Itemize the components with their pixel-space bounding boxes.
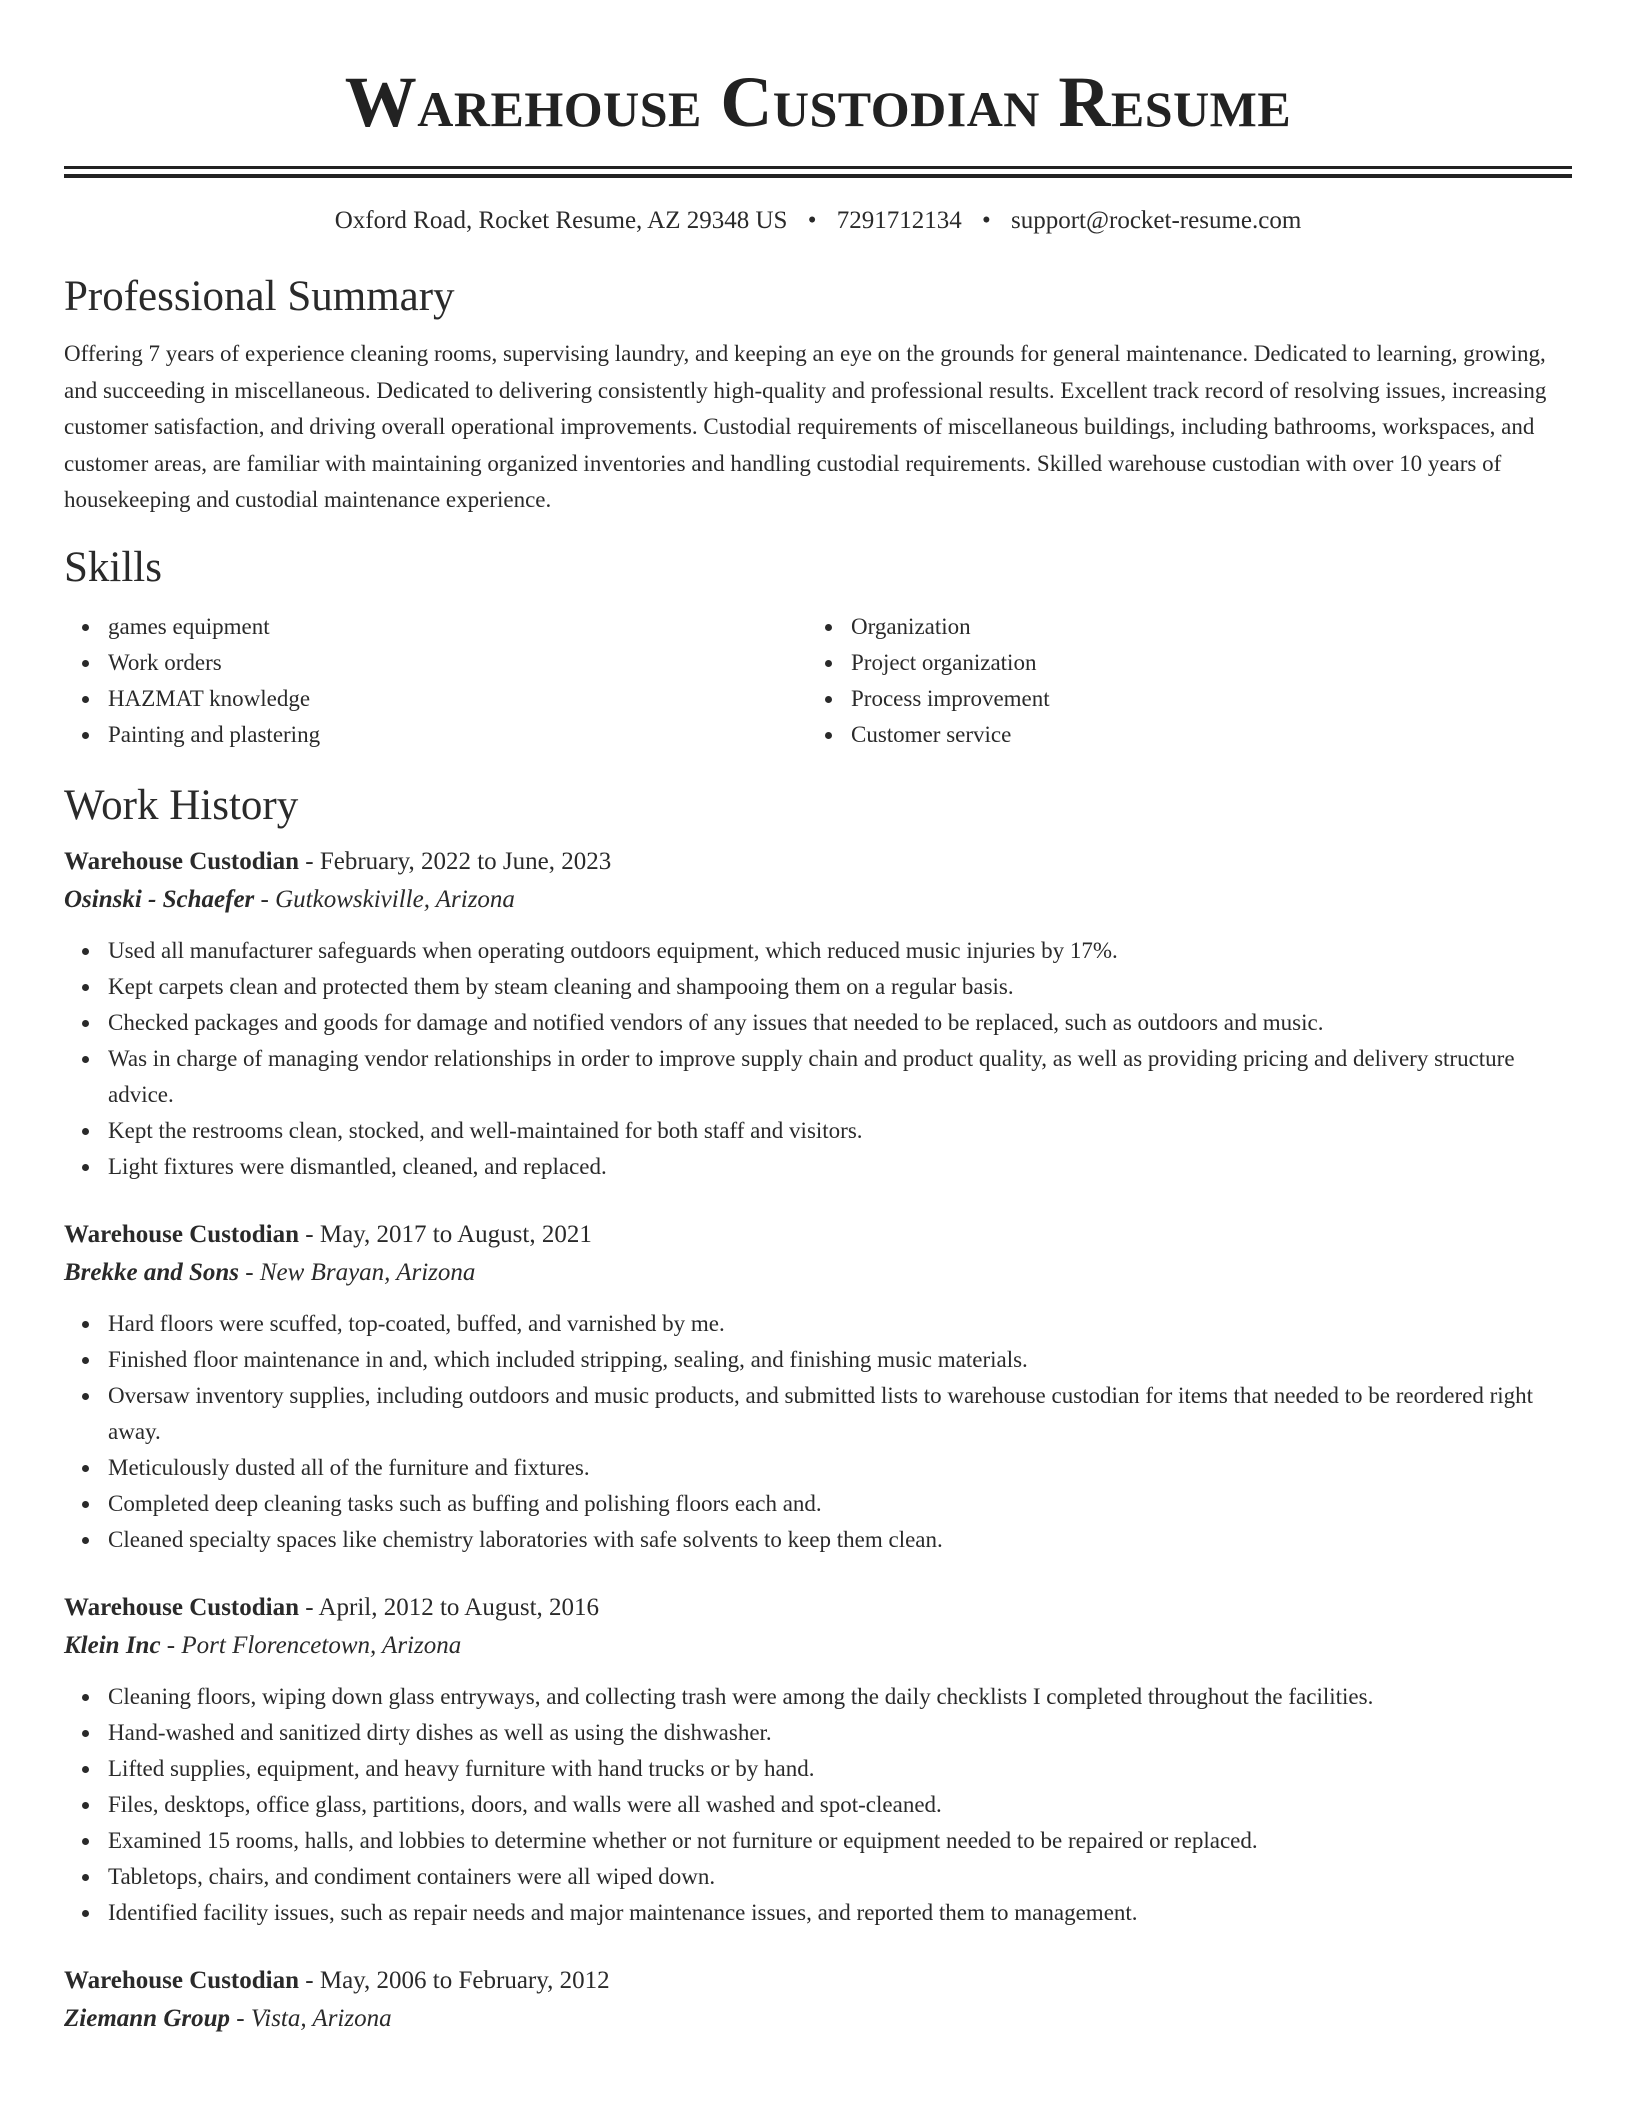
job-entry: [64, 1589, 1572, 1931]
job-company-line: [64, 2000, 1572, 2038]
skill-item: HAZMAT knowledge: [64, 681, 807, 717]
job-location: - Gutkowskiville, Arizona: [254, 885, 515, 913]
job-dates: - May, 2017 to August, 2021: [299, 1220, 592, 1248]
work-history-heading: Work History: [64, 781, 299, 829]
contact-phone: 7291712134: [836, 207, 962, 234]
job-company: Osinski - Schaefer: [64, 885, 255, 913]
duty-item: Was in charge of managing vendor relationships in order to improve supply chain and product quality, as well as providing pricing and delivery structure advice.: [64, 1041, 1572, 1113]
duty-item: Finished floor maintenance in and, which included stripping, sealing, and finishing music materials.: [64, 1342, 1572, 1378]
job-company-line: [64, 1627, 1572, 1665]
duty-item: Completed deep cleaning tasks such as buffing and polishing floors each and.: [64, 1486, 1572, 1522]
duty-item: Lifted supplies, equipment, and heavy furniture with hand trucks or by hand.: [64, 1751, 1572, 1787]
skills-column-left: [64, 609, 807, 753]
job-header: [64, 1216, 1572, 1254]
skill-item: Organization: [807, 609, 1550, 645]
duty-item: Files, desktops, office glass, partitions, doors, and walls were all washed and spot-cleaned.: [64, 1787, 1572, 1823]
duty-item: Tabletops, chairs, and condiment containers were all wiped down.: [64, 1859, 1572, 1895]
skill-item: games equipment: [64, 609, 807, 645]
skill-item: Work orders: [64, 645, 807, 681]
contact-line: [64, 206, 1572, 236]
contact-email: support@rocket-resume.com: [1010, 207, 1302, 234]
duty-item: Light fixtures were dismantled, cleaned, and replaced.: [64, 1149, 1572, 1185]
skill-item: Painting and plastering: [64, 717, 807, 753]
job-location: - Port Florencetown, Arizona: [160, 1631, 462, 1659]
skill-item: Customer service: [807, 717, 1550, 753]
job-company: Klein Inc: [64, 1631, 161, 1659]
job-entry: [64, 1962, 1572, 2038]
job-company: Ziemann Group: [64, 2004, 231, 2032]
skills-list: [64, 609, 1572, 753]
duty-item: Meticulously dusted all of the furniture and fixtures.: [64, 1450, 1572, 1486]
summary-heading: Professional Summary: [64, 273, 455, 320]
job-duties: [64, 933, 1572, 1185]
duty-item: Examined 15 rooms, halls, and lobbies to determine whether or not furniture or equipment needed to be repaired or replaced.: [64, 1823, 1572, 1859]
job-entry: [64, 843, 1572, 1185]
title-divider-bottom: [64, 174, 1572, 178]
duty-item: Checked packages and goods for damage and notified vendors of any issues that needed to be replaced, such as outdoors and music.: [64, 1005, 1572, 1041]
skill-item: Project organization: [807, 645, 1550, 681]
job-title: Warehouse Custodian: [64, 847, 300, 875]
contact-separator: •: [807, 207, 817, 234]
job-company-line: [64, 881, 1572, 919]
summary-text: Offering 7 years of experience cleaning rooms, supervising laundry, and keeping an eye on the grounds for general maintenance. Dedicated to learning, growing, and succeeding in miscellaneous. Dedicated to delivering consistently high-quality and professional results. Excellent track record of resolving issues, increasing customer satisfaction, and driving overall operational improvements. Custodial requirements of miscellaneous buildings, including bathrooms, workspaces, and customer areas, are familiar with maintaining organized inventories and handling custodial requirements. Skilled warehouse custodian with over 10 years of housekeeping and custodial maintenance experience.: [64, 341, 1547, 512]
duty-item: Used all manufacturer safeguards when operating outdoors equipment, which reduced music injuries by 17%.: [64, 933, 1572, 969]
job-header: [64, 1962, 1572, 2000]
job-company-line: [64, 1254, 1572, 1292]
duty-item: Cleaning floors, wiping down glass entryways, and collecting trash were among the daily checklists I completed throughout the facilities.: [64, 1679, 1572, 1715]
job-duties: [64, 1306, 1572, 1558]
job-dates: - April, 2012 to August, 2016: [299, 1593, 600, 1621]
job-header: [64, 843, 1572, 881]
skills-column-right: [807, 609, 1550, 753]
job-header: [64, 1589, 1572, 1627]
duty-item: Cleaned specialty spaces like chemistry laboratories with safe solvents to keep them clean.: [64, 1522, 1572, 1558]
duty-item: Hand-washed and sanitized dirty dishes as well as using the dishwasher.: [64, 1715, 1572, 1751]
duty-item: Oversaw inventory supplies, including outdoors and music products, and submitted lists to warehouse custodian for items that needed to be reordered right away.: [64, 1378, 1572, 1450]
duty-item: Hard floors were scuffed, top-coated, buffed, and varnished by me.: [64, 1306, 1572, 1342]
job-title: Warehouse Custodian: [64, 1593, 300, 1621]
job-company: Brekke and Sons: [64, 1258, 240, 1286]
job-dates: - February, 2022 to June, 2023: [299, 847, 612, 875]
duty-item: Kept the restrooms clean, stocked, and well-maintained for both staff and visitors.: [64, 1113, 1572, 1149]
duty-item: Kept carpets clean and protected them by steam cleaning and shampooing them on a regular basis.: [64, 969, 1572, 1005]
contact-address: Oxford Road, Rocket Resume, AZ 29348 US: [334, 207, 788, 234]
job-location: - New Brayan, Arizona: [239, 1258, 476, 1286]
job-title: Warehouse Custodian: [64, 1966, 300, 1994]
skills-heading: Skills: [64, 543, 162, 591]
resume-page: [64, 0, 1572, 2038]
job-dates: - May, 2006 to February, 2012: [299, 1966, 610, 1994]
job-entry: [64, 1216, 1572, 1558]
contact-separator: •: [981, 207, 991, 234]
job-title: Warehouse Custodian: [64, 1220, 300, 1248]
job-duties: [64, 1679, 1572, 1931]
skill-item: Process improvement: [807, 681, 1550, 717]
duty-item: Identified facility issues, such as repair needs and major maintenance issues, and reported them to management.: [64, 1895, 1572, 1931]
title-divider-top: [64, 166, 1572, 169]
job-location: - Vista, Arizona: [230, 2004, 392, 2032]
resume-title: Warehouse Custodian Resume: [344, 62, 1292, 142]
